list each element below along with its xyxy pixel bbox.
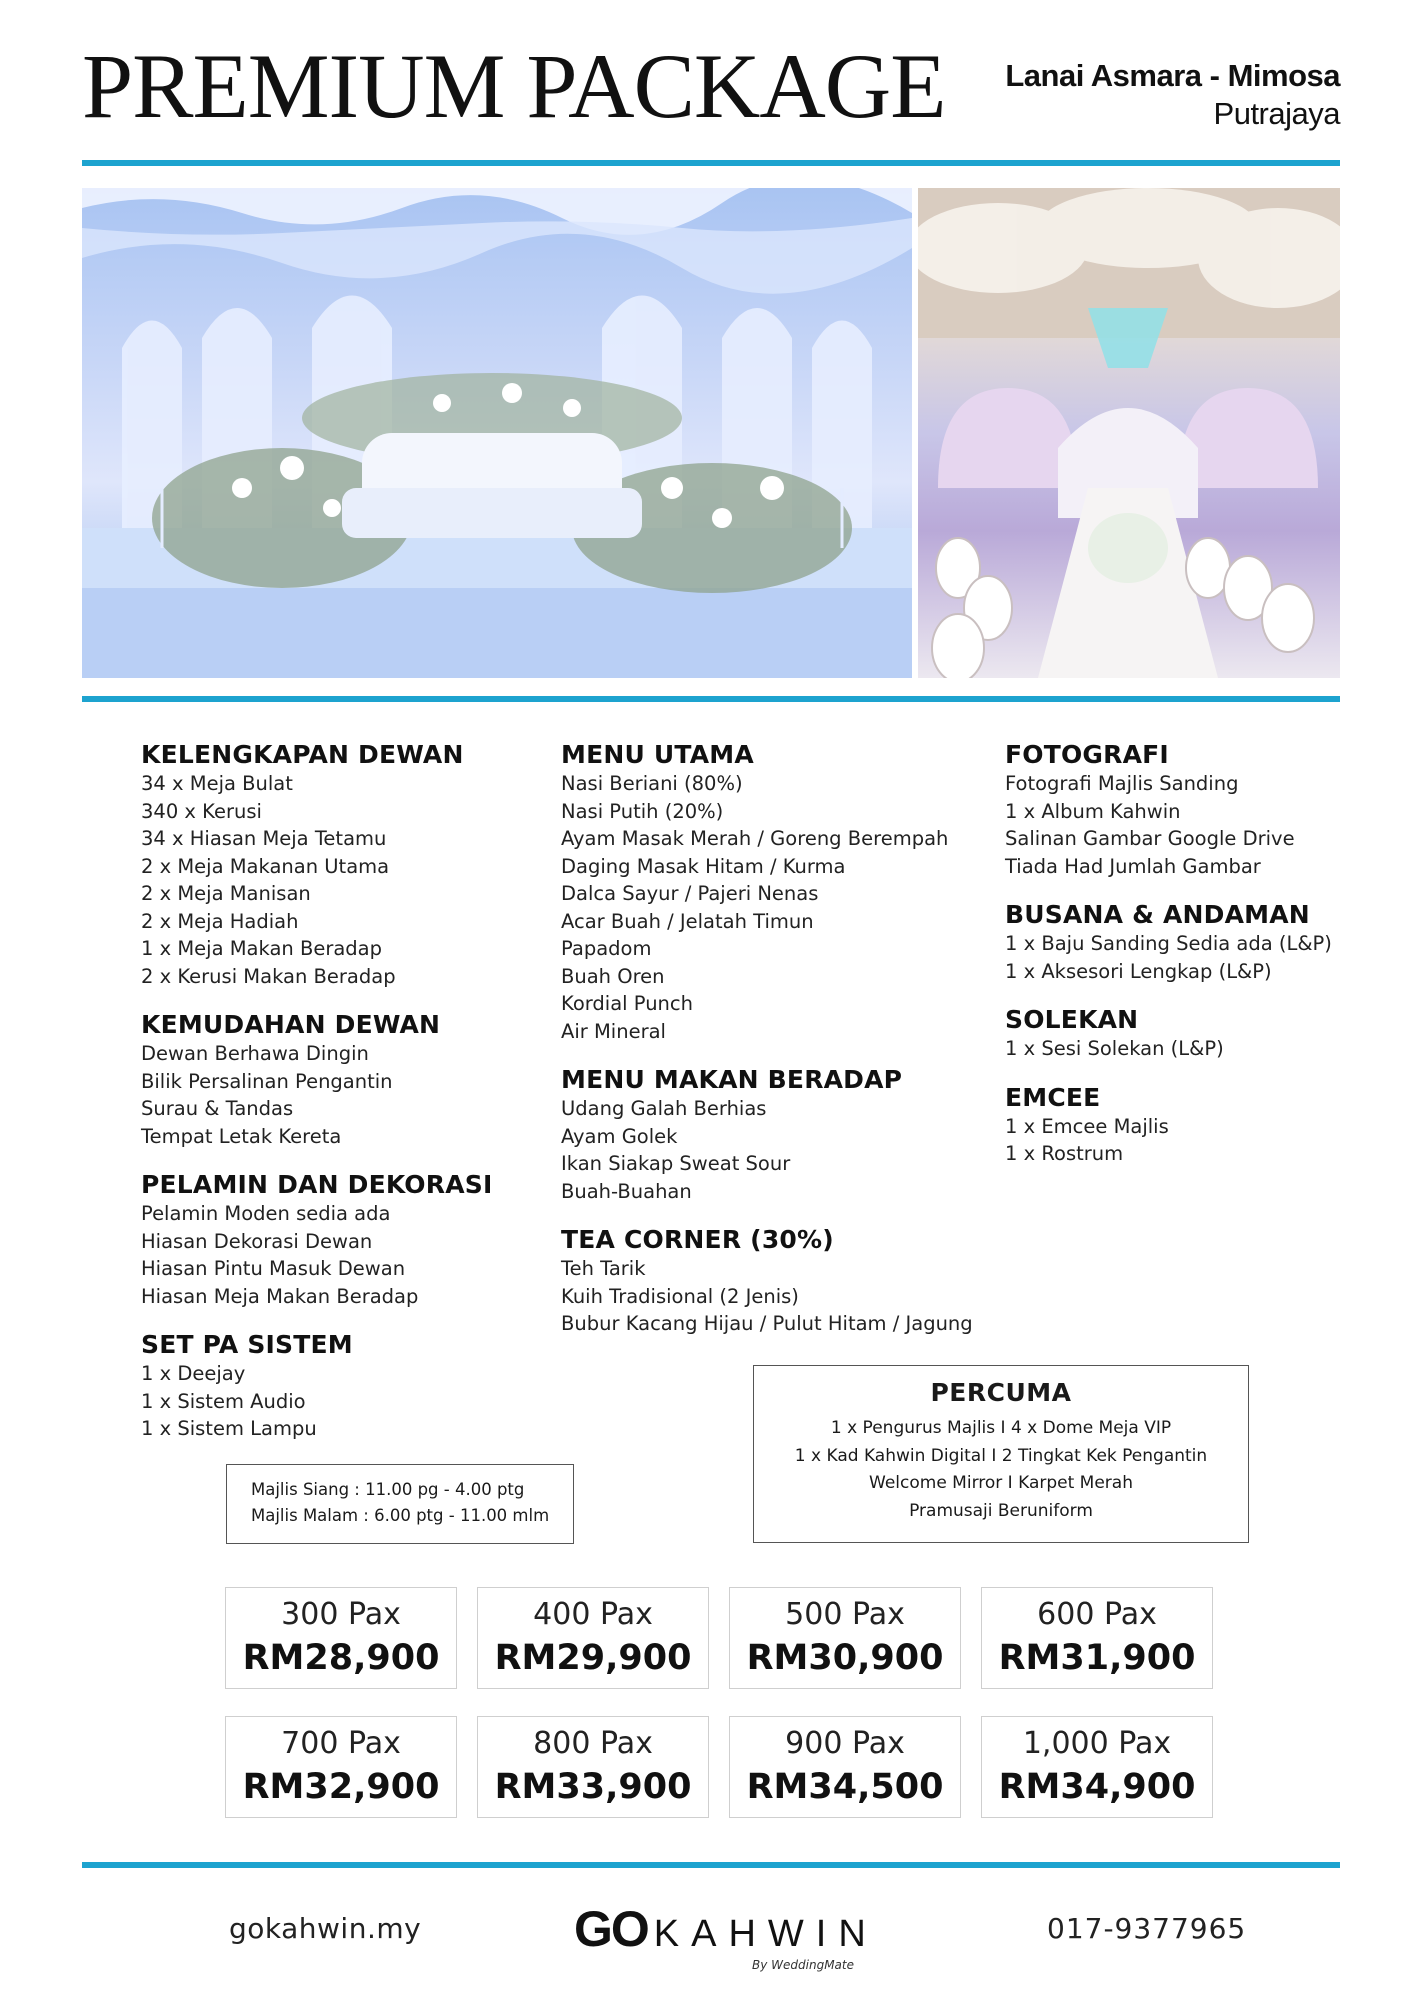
phone-number[interactable]: 017-9377965 <box>1047 1912 1247 1945</box>
list-item: 1 x Baju Sanding Sedia ada (L&P) <box>1005 932 1332 955</box>
page-title: PREMIUM PACKAGE <box>82 35 946 137</box>
section-title: SOLEKAN <box>1005 1005 1139 1034</box>
list-item: Surau & Tandas <box>141 1097 294 1120</box>
section-fotografi <box>1005 740 1332 880</box>
list-item: Ikan Siakap Sweat Sour <box>561 1152 791 1175</box>
price-pax: 500 Pax <box>785 1597 905 1632</box>
hours-night: Majlis Malam : 6.00 ptg - 11.00 mlm <box>251 1506 550 1525</box>
price-card <box>981 1716 1213 1818</box>
section-kelengkapan-dewan <box>141 740 492 990</box>
list-item: 1 x Meja Makan Beradap <box>141 937 383 960</box>
list-item: Tiada Had Jumlah Gambar <box>1005 854 1261 878</box>
section-title: KELENGKAPAN DEWAN <box>141 740 464 769</box>
price-card <box>225 1716 457 1818</box>
list-item: Bubur Kacang Hijau / Pulut Hitam / Jagung <box>561 1312 973 1335</box>
section-title: PELAMIN DAN DEKORASI <box>141 1170 493 1199</box>
section-pa-sistem <box>141 1330 492 1443</box>
price-card <box>477 1587 709 1689</box>
list-item: 34 x Hiasan Meja Tetamu <box>141 827 387 850</box>
event-hours-box <box>226 1464 574 1544</box>
mid-divider <box>82 696 1340 702</box>
section-menu-makan-beradap <box>561 1065 973 1205</box>
list-item: Salinan Gambar Google Drive <box>1005 827 1295 850</box>
price-amount: RM33,900 <box>494 1767 692 1807</box>
list-item: Ayam Masak Merah / Goreng Berempah <box>561 827 949 850</box>
price-card <box>729 1716 961 1818</box>
list-item: Hiasan Pintu Masuk Dewan <box>141 1257 406 1280</box>
price-pax: 800 Pax <box>533 1726 653 1761</box>
venue-location: Putrajaya <box>1213 96 1340 131</box>
section-tea-corner <box>561 1225 973 1338</box>
list-item: Pelamin Moden sedia ada <box>141 1202 391 1225</box>
list-item: Nasi Beriani (80%) <box>561 772 743 795</box>
section-kemudahan-dewan <box>141 1010 492 1150</box>
section-solekan <box>1005 1005 1332 1063</box>
hall-photo <box>918 188 1340 678</box>
list-item: Hiasan Dekorasi Dewan <box>141 1229 373 1253</box>
list-item: 1 x Emcee Majlis <box>1005 1114 1169 1138</box>
gokahwin-logo <box>574 1900 878 1980</box>
list-item: 1 x Sistem Lampu <box>141 1417 317 1440</box>
list-item: 2 x Meja Makanan Utama <box>141 854 390 878</box>
price-pax: 400 Pax <box>533 1597 653 1632</box>
venue-name: Lanai Asmara - Mimosa <box>1005 58 1340 93</box>
percuma-title: PERCUMA <box>930 1378 1072 1407</box>
column-menu <box>561 740 973 1358</box>
section-title: BUSANA & ANDAMAN <box>1005 900 1310 929</box>
list-item: Buah-Buahan <box>561 1179 692 1203</box>
website-link[interactable]: gokahwin.my <box>229 1912 422 1945</box>
bottom-divider <box>82 1862 1340 1868</box>
price-amount: RM31,900 <box>998 1638 1196 1678</box>
price-pax: 700 Pax <box>281 1726 401 1761</box>
section-title: MENU UTAMA <box>561 740 754 769</box>
percuma-line: 1 x Kad Kahwin Digital I 2 Tingkat Kek Pengantin <box>794 1445 1208 1466</box>
list-item: Dalca Sayur / Pajeri Nenas <box>561 882 819 905</box>
section-title: TEA CORNER (30%) <box>561 1225 834 1254</box>
list-item: 340 x Kerusi <box>141 799 262 823</box>
section-title: FOTOGRAFI <box>1005 740 1169 769</box>
list-item: 34 x Meja Bulat <box>141 772 293 795</box>
list-item: 2 x Kerusi Makan Beradap <box>141 964 396 988</box>
list-item: 1 x Album Kahwin <box>1005 799 1181 823</box>
list-item: 1 x Rostrum <box>1005 1142 1124 1165</box>
list-item: 1 x Aksesori Lengkap (L&P) <box>1005 959 1272 983</box>
price-pax: 1,000 Pax <box>1022 1726 1172 1761</box>
section-title: KEMUDAHAN DEWAN <box>141 1010 441 1039</box>
top-divider <box>82 160 1340 166</box>
list-item: Udang Galah Berhias <box>561 1097 767 1120</box>
section-title: SET PA SISTEM <box>141 1330 353 1359</box>
price-pax: 900 Pax <box>785 1726 905 1761</box>
price-pax: 300 Pax <box>281 1597 401 1632</box>
list-item: Daging Masak Hitam / Kurma <box>561 854 846 878</box>
logo-kahwin: KAHWIN <box>653 1913 878 1955</box>
section-title: MENU MAKAN BERADAP <box>561 1065 903 1094</box>
percuma-line: Welcome Mirror I Karpet Merah <box>869 1473 1133 1493</box>
section-menu-utama <box>561 740 973 1045</box>
list-item: Tempat Letak Kereta <box>141 1124 342 1148</box>
venue-block <box>1005 58 1340 132</box>
percuma-line: Pramusaji Beruniform <box>909 1500 1093 1521</box>
percuma-box <box>753 1365 1249 1543</box>
list-item: Buah Oren <box>561 964 665 988</box>
list-item: 2 x Meja Manisan <box>141 882 311 905</box>
list-item: Teh Tarik <box>561 1257 646 1280</box>
percuma-line: 1 x Pengurus Majlis I 4 x Dome Meja VIP <box>830 1418 1172 1438</box>
price-card <box>477 1716 709 1818</box>
list-item: 1 x Sesi Solekan (L&P) <box>1005 1037 1224 1060</box>
column-facilities <box>141 740 492 1463</box>
list-item: Kordial Punch <box>561 992 693 1015</box>
price-amount: RM28,900 <box>242 1638 440 1678</box>
column-services <box>1005 740 1332 1188</box>
section-emcee <box>1005 1083 1332 1168</box>
price-amount: RM34,500 <box>746 1767 944 1807</box>
logo-go: GO <box>574 1901 648 1957</box>
section-title: EMCEE <box>1005 1082 1101 1112</box>
logo-tagline: By WeddingMate <box>752 1958 854 1972</box>
list-item: Nasi Putih (20%) <box>561 799 724 823</box>
price-amount: RM34,900 <box>998 1767 1196 1807</box>
price-amount: RM32,900 <box>242 1767 440 1807</box>
price-card <box>225 1587 457 1689</box>
list-item: Kuih Tradisional (2 Jenis) <box>561 1284 799 1308</box>
list-item: Hiasan Meja Makan Beradap <box>141 1284 419 1308</box>
section-pelamin-dekorasi <box>141 1170 492 1310</box>
list-item: Acar Buah / Jelatah Timun <box>561 909 814 933</box>
list-item: Ayam Golek <box>561 1124 678 1148</box>
price-card <box>729 1587 961 1689</box>
list-item: 1 x Sistem Audio <box>141 1389 306 1413</box>
section-busana-andaman <box>1005 900 1332 985</box>
list-item: Bilik Persalinan Pengantin <box>141 1069 393 1093</box>
list-item: Dewan Berhawa Dingin <box>141 1042 369 1065</box>
list-item: 2 x Meja Hadiah <box>141 909 299 933</box>
hours-day: Majlis Siang : 11.00 pg - 4.00 ptg <box>251 1480 525 1499</box>
list-item: 1 x Deejay <box>141 1362 246 1385</box>
pelamin-photo <box>82 188 912 678</box>
list-item: Air Mineral <box>561 1019 666 1043</box>
price-amount: RM30,900 <box>746 1638 944 1678</box>
price-card <box>981 1587 1213 1689</box>
price-pax: 600 Pax <box>1037 1597 1157 1632</box>
list-item: Fotografi Majlis Sanding <box>1005 772 1239 795</box>
list-item: Papadom <box>561 937 652 960</box>
price-amount: RM29,900 <box>494 1638 692 1678</box>
